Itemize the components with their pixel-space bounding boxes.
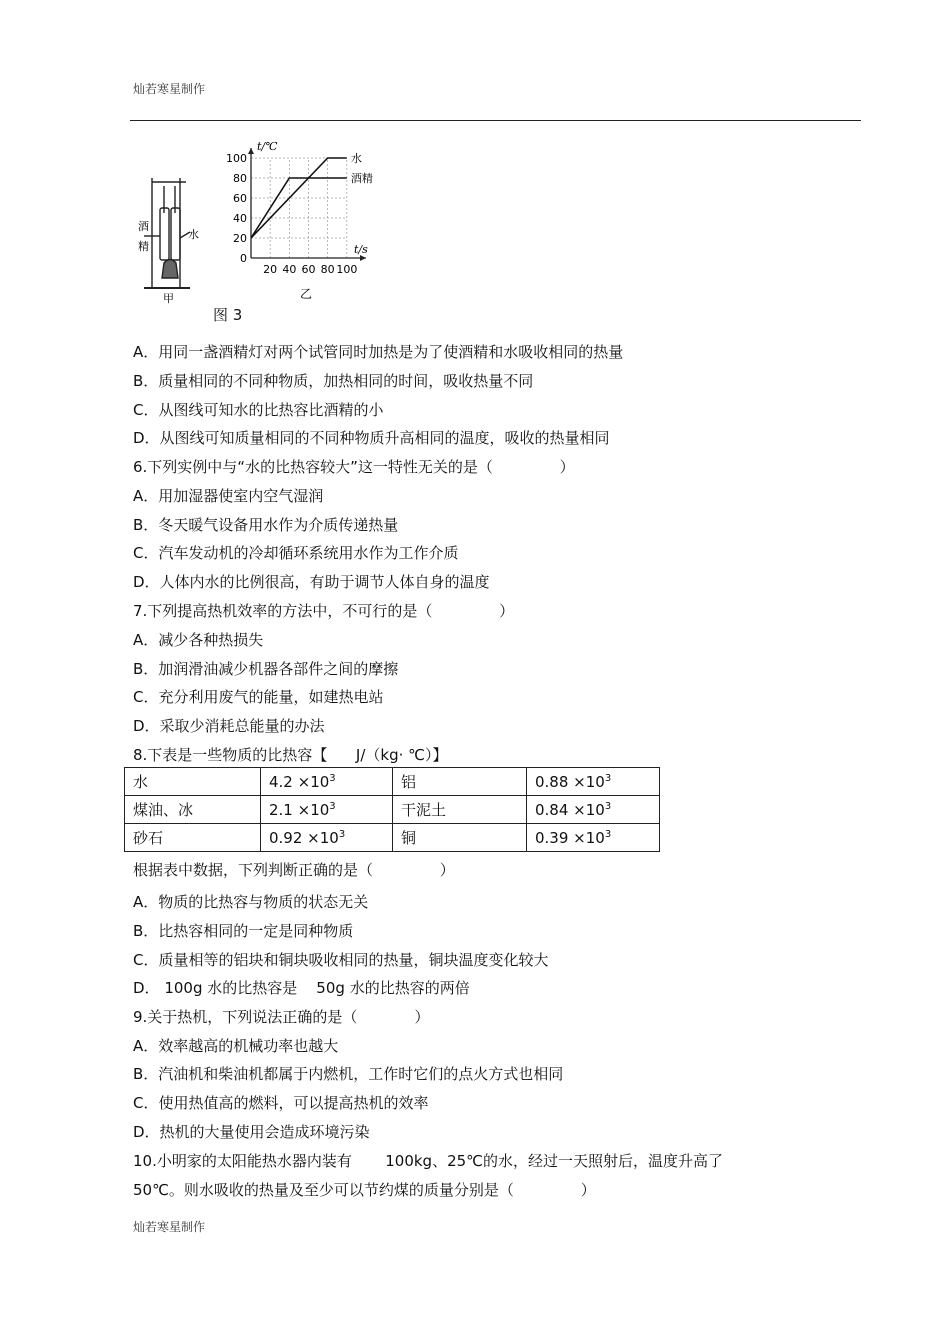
table-cell: 砂石 xyxy=(125,824,261,852)
heating-apparatus xyxy=(144,178,190,288)
q8-option-d: D． 100g 水的比热容是 50g 水的比热容的两倍 xyxy=(133,979,470,997)
q9-option-c: C．使用热值高的燃料，可以提高热机的效率 xyxy=(133,1094,429,1112)
table-value: 0.39 ×10 xyxy=(535,828,605,847)
table-exponent: 3 xyxy=(604,828,612,840)
y-axis-label: t/℃ xyxy=(257,140,278,153)
figure-3 xyxy=(130,138,400,328)
page-header: 灿若寒星制作 xyxy=(133,82,206,96)
y-tick-label: 40 xyxy=(233,212,247,225)
alcohol-lamp xyxy=(162,260,178,279)
x-tick-label: 100 xyxy=(336,263,358,276)
y-tick-label: 100 xyxy=(226,152,247,165)
y-axis-arrow xyxy=(248,148,254,154)
table-exponent: 3 xyxy=(604,772,612,784)
q10-line-1: 10.小明家的太阳能热水器内装有 100kg、25℃的水，经过一天照射后，温度升高了 xyxy=(133,1152,724,1170)
apparatus-label-alcohol-1: 酒 xyxy=(138,220,149,233)
q10-line-2: 50℃。则水吸收的热量及至少可以节约煤的质量分别是（ ） xyxy=(133,1181,596,1199)
q7-option-a: A．减少各种热损失 xyxy=(133,631,264,649)
table-value: 0.92 ×10 xyxy=(269,828,339,847)
q6-stem: 6.下列实例中与“水的比热容较大”这一特性无关的是（ ） xyxy=(133,458,575,476)
q6-option-c: C．汽车发动机的冷却循环系统用水作为工作介质 xyxy=(133,544,459,562)
table-exponent: 3 xyxy=(329,800,336,812)
q9-option-a: A．效率越高的机械功率也越大 xyxy=(133,1037,339,1055)
x-tick-label: 80 xyxy=(320,263,335,276)
temperature-time-chart xyxy=(226,140,373,276)
table-cell xyxy=(527,824,660,852)
q5-option-b: B．质量相同的不同种物质，加热相同的时间，吸收热量不同 xyxy=(133,372,534,390)
test-tube-alcohol xyxy=(160,208,169,260)
origin-label: 0 xyxy=(240,252,247,265)
q5-option-a: A．用同一盏酒精灯对两个试管同时加热是为了使酒精和水吸收相同的热量 xyxy=(133,343,624,361)
figure-svg xyxy=(130,138,400,328)
q7-option-d: D．采取少消耗总能量的办法 xyxy=(133,717,325,735)
table-value: 0.84 ×10 xyxy=(535,800,605,819)
y-tick-label: 20 xyxy=(233,232,247,245)
q8-option-a: A．物质的比热容与物质的状态无关 xyxy=(133,893,369,911)
table-value: 0.88 ×10 xyxy=(535,772,605,791)
q8-option-b: B．比热容相同的一定是同种物质 xyxy=(133,922,354,940)
q9-stem: 9.关于热机，下列说法正确的是（ ） xyxy=(133,1008,430,1026)
specific-heat-table xyxy=(124,767,660,852)
test-tube-water xyxy=(171,208,180,260)
table-cell: 水 xyxy=(125,768,261,796)
q7-option-b: B．加润滑油减少机器各部件之间的摩擦 xyxy=(133,660,399,678)
q7-option-c: C．充分利用废气的能量，如建热电站 xyxy=(133,688,384,706)
table-value: 4.2 ×10 xyxy=(269,772,330,791)
q8-option-c: C．质量相等的铝块和铜块吸收相同的热量，铜块温度变化较大 xyxy=(133,951,549,969)
x-tick-label: 60 xyxy=(301,263,316,276)
y-tick-label: 80 xyxy=(233,172,247,185)
chart-label-yi: 乙 xyxy=(300,287,313,301)
table-cell xyxy=(261,796,393,824)
table-cell: 干泥土 xyxy=(393,796,527,824)
table-cell xyxy=(261,824,393,852)
table-value: 2.1 ×10 xyxy=(269,800,330,819)
q6-option-a: A．用加湿器使室内空气湿润 xyxy=(133,487,324,505)
q6-option-b: B．冬天暖气设备用水作为介质传递热量 xyxy=(133,516,399,534)
apparatus-label-jia: 甲 xyxy=(163,292,174,305)
x-tick-label: 40 xyxy=(282,263,297,276)
x-axis-label: t/s xyxy=(354,243,368,256)
y-tick-label: 60 xyxy=(233,192,247,205)
table-cell: 煤油、冰 xyxy=(125,796,261,824)
table-cell xyxy=(527,768,660,796)
q9-option-b: B．汽油机和柴油机都属于内燃机，工作时它们的点火方式也相同 xyxy=(133,1065,564,1083)
table-exponent: 3 xyxy=(329,772,336,784)
table-row xyxy=(125,796,660,824)
q7-stem: 7.下列提高热机效率的方法中，不可行的是（ ） xyxy=(133,602,515,620)
table-row xyxy=(125,824,660,852)
table-exponent: 3 xyxy=(338,828,346,840)
series-water-label: 水 xyxy=(350,152,362,165)
header-divider xyxy=(130,120,861,121)
q6-option-d: D．人体内水的比例很高，有助于调节人体自身的温度 xyxy=(133,573,490,591)
figure-caption: 图 3 xyxy=(213,306,243,324)
apparatus-label-water: 水 xyxy=(188,228,199,241)
q8-stem: 8.下表是一些物质的比热容【 J/（kg· ℃）】 xyxy=(133,746,448,764)
apparatus-label-alcohol-2: 精 xyxy=(138,240,149,253)
q8-after-table: 根据表中数据，下列判断正确的是（ ） xyxy=(133,861,455,879)
q5-option-d: D．从图线可知质量相同的不同种物质升高相同的温度，吸收的热量相同 xyxy=(133,429,610,447)
q9-option-d: D．热机的大量使用会造成环境污染 xyxy=(133,1123,370,1141)
series-alcohol-label: 酒精 xyxy=(350,172,373,185)
table-cell xyxy=(261,768,393,796)
table-row xyxy=(125,768,660,796)
table-cell xyxy=(527,796,660,824)
table-cell: 铜 xyxy=(393,824,527,852)
x-tick-label: 20 xyxy=(263,263,278,276)
table-cell: 铝 xyxy=(393,768,527,796)
table-exponent: 3 xyxy=(604,800,612,812)
page-footer: 灿若寒星制作 xyxy=(133,1220,206,1234)
q5-option-c: C．从图线可知水的比热容比酒精的小 xyxy=(133,401,384,419)
